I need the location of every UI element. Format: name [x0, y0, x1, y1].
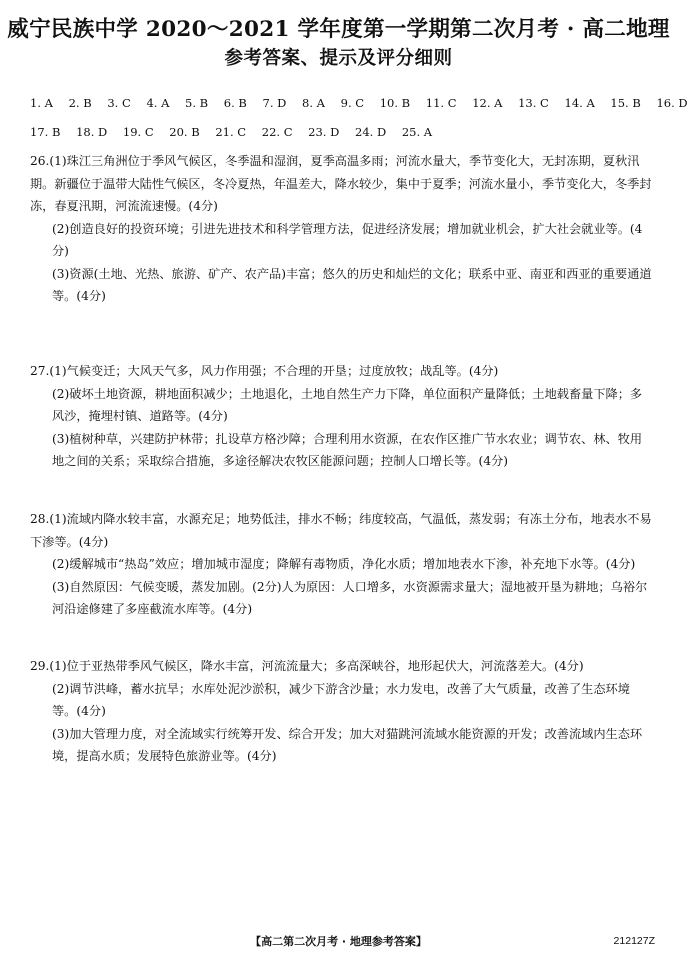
- mc-answer: 10. B: [379, 96, 411, 110]
- question-28-part-1: 28.(1)流域内降水较丰富，水源充足；地势低洼，排水不畅；纬度较高，气温低，蒸发弱；有冻土分布，地表水不易下渗等。(4分): [30, 512, 652, 549]
- mc-answer: 9. C: [340, 96, 365, 110]
- mc-answer: 15. B: [610, 96, 641, 110]
- mc-answer: 18. D: [76, 125, 108, 139]
- question-28-part-2: (2)缓解城市“热岛”效应；增加城市湿度；降解有毒物质，净化水质；增加地表水下渗，补充地下水等。(4分): [52, 557, 636, 571]
- mc-answer: 13. C: [518, 96, 549, 110]
- mc-answer: 8. A: [302, 96, 325, 110]
- question-26-part-2: (2)创造良好的投资环境；引进先进技术和科学管理方法，促进经济发展；增加就业机会，扩大社会就业等。(4分): [52, 221, 643, 258]
- question-28-part-3: (3)自然原因：气候变暖，蒸发加剧。(2分)人为原因：人口增多，水资源需求量大；湿地被开垦为耕地；乌裕尔河沿途修建了多座截流水库等。(4分): [52, 579, 648, 616]
- mc-answer: 24. D: [355, 125, 387, 139]
- mc-answer: 17. B: [30, 125, 61, 139]
- mc-answer: 22. C: [261, 125, 293, 139]
- mc-answer: 23. D: [308, 125, 340, 139]
- document-code: 212127Z: [613, 935, 655, 947]
- question-27-part-1: 27.(1)气候变迁；大风天气多，风力作用强；不合理的开垦；过度放牧；战乱等。(4分): [30, 364, 499, 378]
- mc-answer: 1. A: [30, 96, 53, 110]
- question-29-part-1: 29.(1)位于亚热带季风气候区，降水丰富，河流流量大；多高深峡谷，地形起伏大，河流落差大。(4分): [30, 659, 584, 673]
- mc-answers-row-1: [30, 96, 688, 110]
- mc-answer: 11. C: [425, 96, 457, 110]
- question-26-part-3: (3)资源(土地、光热、旅游、矿产、农产品)丰富；悠久的历史和灿烂的文化；联系中亚、南亚和西亚的重要通道等。(4分): [52, 266, 652, 303]
- mc-answer: 3. C: [107, 96, 131, 110]
- mc-answer: 7. D: [262, 96, 287, 110]
- mc-answer: 4. A: [146, 96, 170, 110]
- question-27: [30, 360, 652, 473]
- question-26: [30, 150, 652, 308]
- document-subtitle: 参考答案、提示及评分细则: [224, 48, 453, 69]
- mc-answer: 12. A: [472, 96, 503, 110]
- mc-answer: 14. A: [564, 96, 595, 110]
- question-28: [30, 508, 652, 621]
- mc-answer: 6. B: [223, 96, 247, 110]
- mc-answer: 20. B: [169, 125, 200, 139]
- document-title: 威宁民族中学 2020～2021 学年度第一学期第二次月考 · 高二地理: [7, 17, 670, 42]
- mc-answer: 16. D: [656, 96, 688, 110]
- mc-answer: 19. C: [122, 125, 154, 139]
- page-footer: 【高二第二次月考 · 地理参考答案】: [250, 935, 427, 948]
- mc-answer: 21. C: [215, 125, 247, 139]
- question-29-part-3: (3)加大管理力度，对全流域实行统筹开发、综合开发；加大对猫跳河流域水能资源的开发；改善流域内生态环境，提高水质；发展特色旅游业等。(4分): [52, 726, 643, 763]
- question-26-part-1: 26.(1)珠江三角洲位于季风气候区，冬季温和湿润，夏季高温多雨；河流水量大，季节变化大，无封冻期，夏秋汛期。新疆位于温带大陆性气候区，冬冷夏热，年温差大，降水较少，集中于夏季；河流水量小，季节变化大，冬季封冻，春夏汛期，河流流速慢。(4分): [30, 154, 652, 213]
- question-27-part-2: (2)破坏土地资源，耕地面积减少；土地退化，土地自然生产力下降，单位面积产量降低；土地载畜量下降；多风沙，掩埋村镇、道路等。(4分): [52, 386, 643, 423]
- mc-answer: 2. B: [68, 96, 92, 110]
- question-29: [30, 655, 652, 768]
- mc-answers-row-2: [30, 125, 660, 139]
- question-29-part-2: (2)调节洪峰，蓄水抗旱；水库处泥沙淤积，减少下游含沙量；水力发电，改善了大气质量，改善了生态环境等。(4分): [52, 681, 630, 718]
- question-27-part-3: (3)植树种草，兴建防护林带；扎设草方格沙障；合理利用水资源，在农作区推广节水农业；调节农、林、牧用地之间的关系；采取综合措施，多途径解决农牧区能源问题；控制人口增长等。(4分): [52, 431, 643, 468]
- mc-answer: 25. A: [401, 125, 433, 139]
- mc-answer: 5. B: [185, 96, 209, 110]
